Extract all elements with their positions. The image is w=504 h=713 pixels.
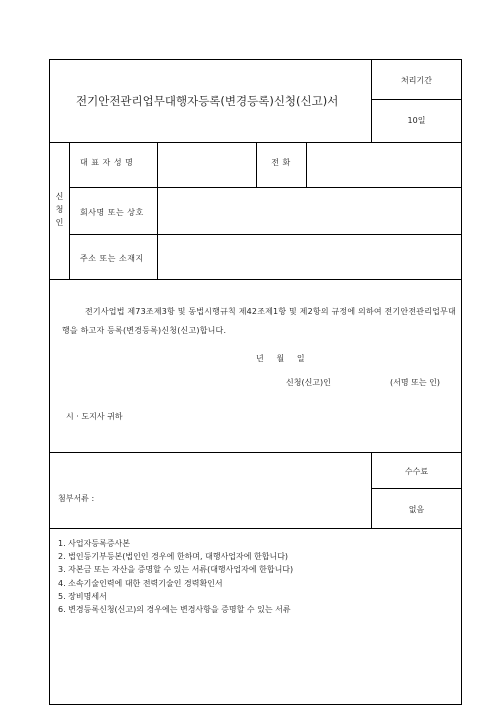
company-field[interactable] <box>158 188 461 233</box>
attachment-item: 2. 법인등기부등본(법인인 경우에 한하며, 대행사업자에 한합니다) <box>58 552 289 562</box>
fee-label: 수수료 <box>404 467 429 476</box>
fee-value: 없음 <box>408 505 425 514</box>
phone-field[interactable] <box>307 143 461 186</box>
rep-name-label: 대 표 자 성 명 <box>80 158 134 167</box>
address-field[interactable] <box>158 235 461 278</box>
divider <box>371 488 462 489</box>
statement-text: 전기사업법 제73조제3항 및 동법시행규칙 제42조제1항 및 제2항의 규정에 의하여 전기안전관리업무대행을 하고자 등록(변경등록)신청(신고)합니다. <box>62 307 456 335</box>
application-form <box>49 59 462 705</box>
divider <box>50 528 462 529</box>
company-label: 회사명 또는 상호 <box>80 208 144 217</box>
divider <box>69 142 70 279</box>
divider <box>371 99 462 100</box>
divider <box>50 279 462 280</box>
divider <box>371 60 372 142</box>
attachment-item: 3. 자본금 또는 자산을 증명할 수 있는 서류(대행사업자에 한합니다) <box>58 565 294 575</box>
attachments-label: 첨부서류 : <box>58 494 95 503</box>
attachment-list <box>58 537 293 616</box>
applicant-sign-label: 신청(신고)인 <box>286 378 331 387</box>
recipient: 시 · 도지사 귀하 <box>66 412 123 421</box>
attachment-item: 1. 사업자등록증사본 <box>58 539 130 548</box>
sign-note: (서명 또는 인) <box>390 378 440 387</box>
attachment-item: 6. 변경등록신청(신고)의 경우에는 변경사항을 증명할 수 있는 서류 <box>58 605 291 615</box>
rep-name-field[interactable] <box>158 143 255 186</box>
divider <box>50 452 462 453</box>
processing-period-value: 10일 <box>407 116 426 125</box>
processing-period-label: 처리기간 <box>401 76 432 85</box>
form-title: 전기안전관리업무대행자등록(변경등록)신청(신고)서 <box>76 94 339 108</box>
phone-label: 전 화 <box>271 158 291 167</box>
attachment-item: 4. 소속기술인력에 대한 전력기술인 경력확인서 <box>58 578 223 588</box>
address-label: 주소 또는 소재지 <box>80 254 144 263</box>
attachment-item: 5. 장비명세서 <box>58 591 107 601</box>
date-line: 년 월 일 <box>256 354 305 363</box>
applicant-section-label: 신 청 인 <box>55 192 64 227</box>
divider <box>371 452 372 528</box>
